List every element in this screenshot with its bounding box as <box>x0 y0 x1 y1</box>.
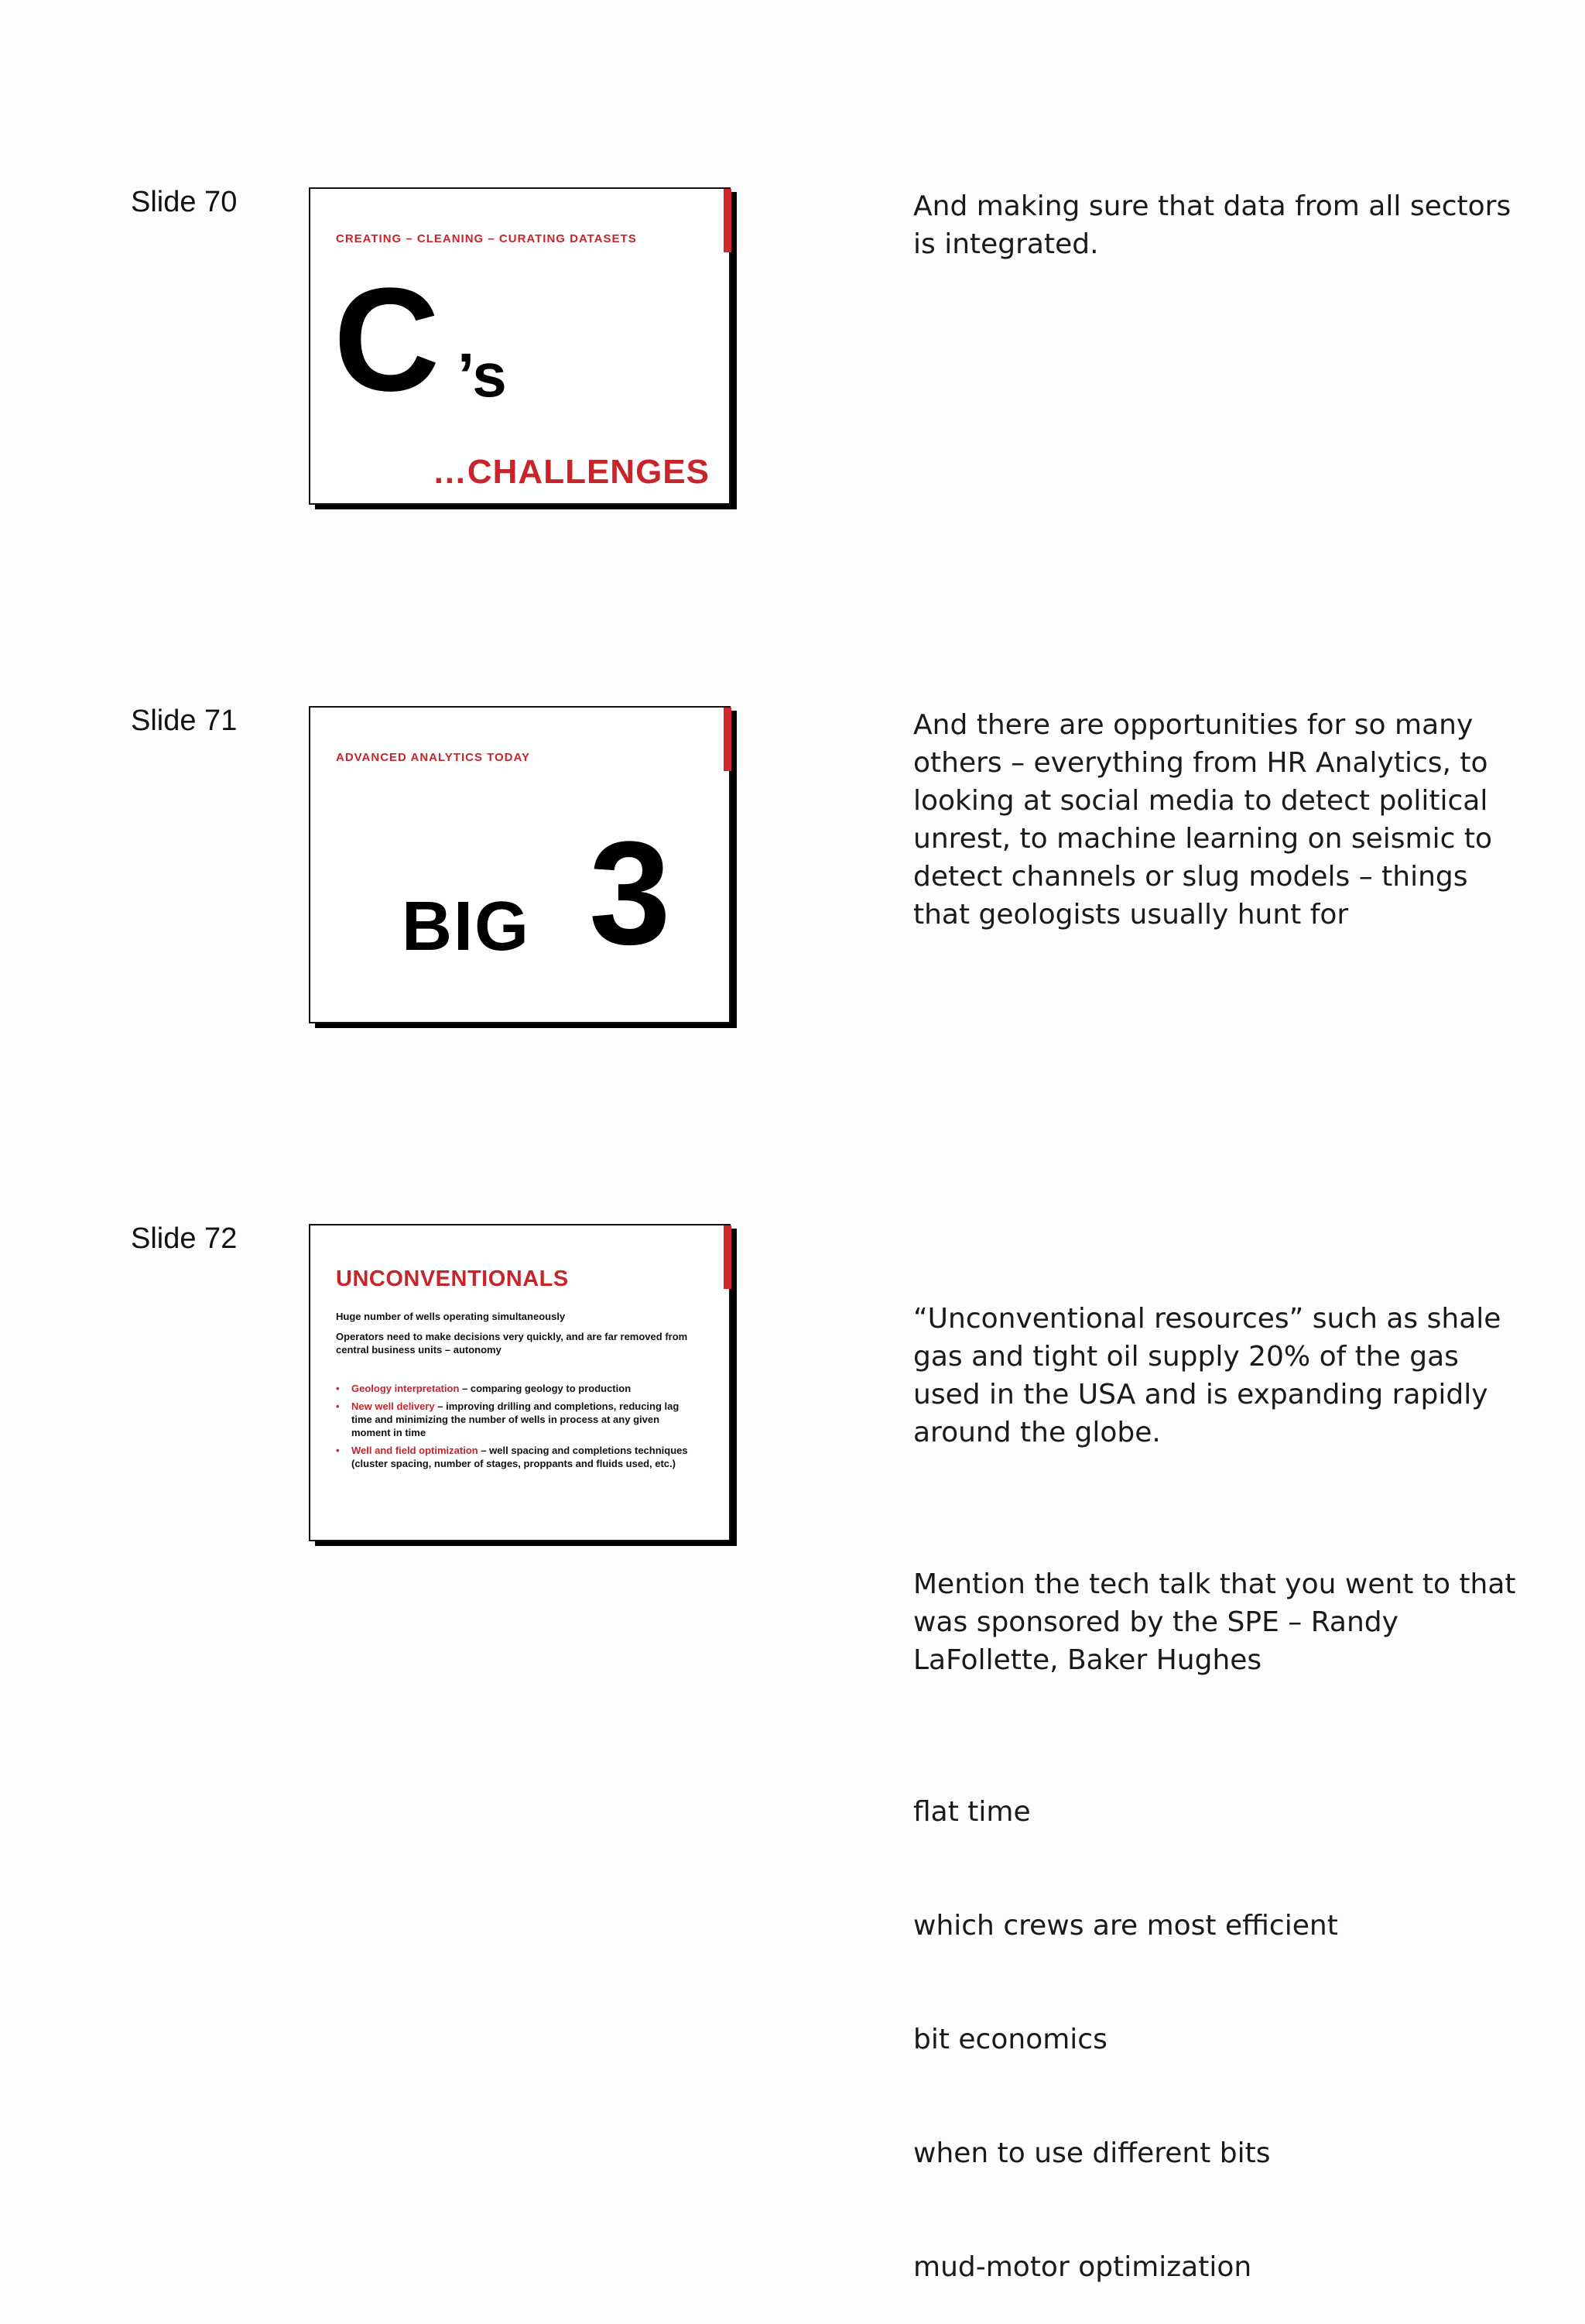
big-number: 3 <box>589 811 671 975</box>
notes-list-item: when to use different bits <box>913 2137 1271 2169</box>
slide-70-thumbnail[interactable] <box>309 187 731 505</box>
slide-71-notes: And there are opportunities for so many others – everything from HR Analytics, to looking at social media to detect political unrest, to machine learning on seismic to detect channels or slug models – things that geologists usually hunt for <box>913 709 1501 931</box>
bullet-dot-icon: • <box>336 1445 340 1456</box>
bullet-item <box>336 1444 692 1470</box>
big-letter: C <box>334 258 437 422</box>
slide-kicker: ADVANCED ANALYTICS TODAY <box>336 751 530 764</box>
slide-kicker: CREATING – CLEANING – CURATING DATASETS <box>336 232 637 245</box>
slide-71-label: Slide 71 <box>131 704 238 737</box>
slide-title: UNCONVENTIONALS <box>336 1267 569 1291</box>
slide-72-notes <box>913 1224 1525 2324</box>
notes-paragraph: Mention the tech talk that you went to that was sponsored by the SPE – Randy LaFollette, Baker Hughes <box>913 1568 1525 1676</box>
bullet-lead: New well delivery <box>351 1400 435 1412</box>
slide-71-thumbnail[interactable] <box>309 706 731 1023</box>
notes-paragraph: “Unconventional resources” such as shale gas and tight oil supply 20% of the gas used in the USA and is expanding rapidly around the globe. <box>913 1303 1510 1448</box>
slide-text-line-1: Huge number of wells operating simultaneously <box>336 1311 566 1322</box>
slide-text-line-2: Operators need to make decisions very quickly, and are far removed from central business units – autonomy <box>336 1331 688 1356</box>
accent-bar <box>724 189 731 252</box>
bullet-item <box>336 1400 692 1439</box>
notes-list-item: mud-motor optimization <box>913 2251 1252 2283</box>
notes-list-item: flat time <box>913 1796 1031 1828</box>
bullet-text: – improving drilling and completions, reducing lag time and minimizing the number of wells in process at any given moment in time <box>351 1400 680 1438</box>
slide-70-notes: And making sure that data from all sectors is integrated. <box>913 190 1520 260</box>
bullet-item <box>336 1382 692 1395</box>
bullet-lead: Geology interpretation <box>351 1383 460 1394</box>
big-suffix: ’s <box>457 341 507 410</box>
slide-72-thumbnail[interactable] <box>309 1224 731 1541</box>
slide-70-label: Slide 70 <box>131 186 238 218</box>
accent-bar <box>724 708 731 771</box>
bullet-text: – well spacing and completions techniques (cluster spacing, number of stages, proppants and fluids used, etc.) <box>351 1445 688 1469</box>
big-word: BIG <box>402 888 531 965</box>
bullet-text: – comparing geology to production <box>459 1383 632 1394</box>
notes-list-item: which crews are most efficient <box>913 1910 1338 1942</box>
slide-72-label: Slide 72 <box>131 1222 238 1255</box>
bullet-lead: Well and field optimization <box>351 1445 478 1456</box>
slide-bullet-list <box>336 1382 692 1475</box>
notes-list-item: bit economics <box>913 2024 1107 2055</box>
accent-bar <box>724 1225 731 1289</box>
bullet-dot-icon: • <box>336 1400 340 1412</box>
slide-tagline: …CHALLENGES <box>432 453 710 491</box>
bullet-dot-icon: • <box>336 1383 340 1394</box>
